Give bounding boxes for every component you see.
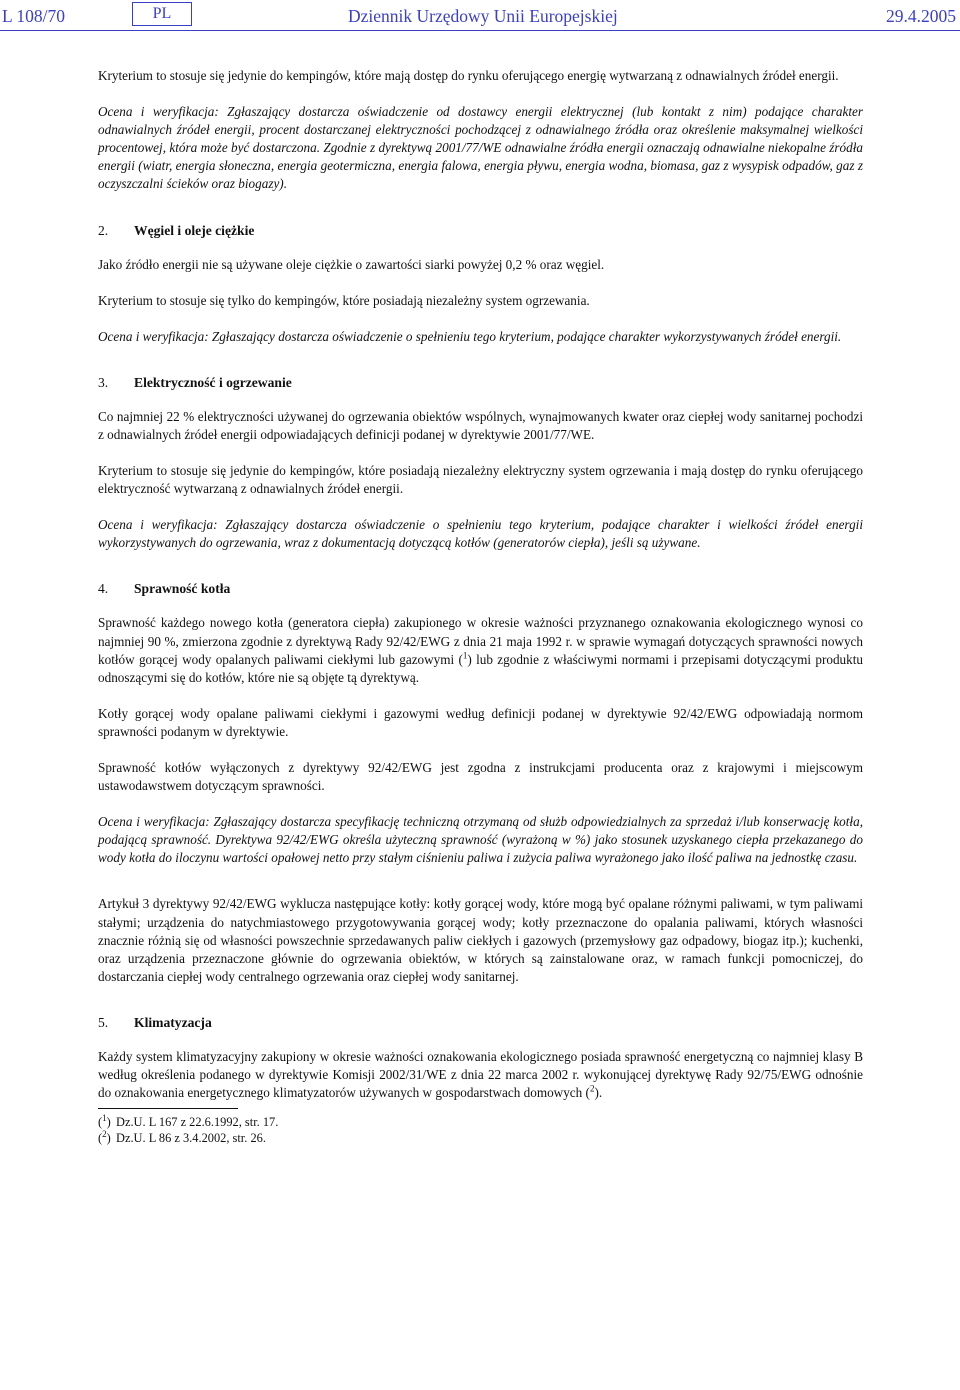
section-5-paragraph-1-text-end: ). <box>594 1085 603 1101</box>
footnote-marker-number: 1 <box>102 1113 107 1124</box>
section-4-paragraph-3: Sprawność kotłów wyłączonych z dyrektywy 92/42/EWG jest zgodna z instrukcjami producenta oraz z krajowymi i miejscowym ustawodawstwem dotyczącym sprawności. <box>98 759 863 794</box>
section-5-number: 5. <box>98 1014 109 1030</box>
journal-title: Dziennik Urzędowy Unii Europejskiej <box>348 6 618 26</box>
page-header <box>0 6 960 26</box>
section-4-heading <box>98 580 863 598</box>
footnote-ref-1: 1 <box>462 650 468 661</box>
footnote-text: Dz.U. L 86 z 3.4.2002, str. 26. <box>116 1131 266 1146</box>
document-body <box>98 67 863 1146</box>
section-2-paragraph-2: Kryterium to stosuje się tylko do kempingów, które posiadają niezależny system ogrzewania. <box>98 292 590 308</box>
page-reference: L 108/70 <box>2 6 66 26</box>
section-3-paragraph-2: Kryterium to stosuje się jedynie do kempingów, które posiadają niezależny elektryczny system ogrzewania i mają dostęp do rynku oferującego elektryczność wytwarzaną z odnawialnych źródeł energii. <box>98 463 863 497</box>
footnote-marker <box>98 1114 116 1130</box>
footnote <box>98 1130 863 1146</box>
section-5-paragraph-1 <box>98 1048 863 1102</box>
section-3-title: Elektryczność i ogrzewanie <box>134 374 292 390</box>
footnote-marker-close: ) <box>106 1115 111 1130</box>
section-4-paragraph-4: Artykuł 3 dyrektywy 92/42/EWG wyklucza następujące kotły: kotły gorącej wody, które mogą być opalane różnymi paliwami, w tym paliwami stałymi; urządzenia do natychmiastowego przygotowywania gorącej wody; kotły przeznaczone do opalania paliwami, których własności znacznie różnią się od własności powszechnie sprzedawanych paliw ciekłych i gazowych (przemysłowy gaz odpadowy, biogaz itp.); kuchenki, oraz urządzenia przeznaczone głównie do ogrzewania obiektów, w których są zainstalowane oraz, w ramach funkcji pomocniczej, do dostarczania ciepłej wody centralnego ogrzewania oraz ciepłej wody sanitarnej. <box>98 896 863 984</box>
section-3-heading <box>98 374 863 392</box>
language-badge: PL <box>132 2 192 26</box>
section-2-paragraph-1: Jako źródło energii nie są używane oleje ciężkie o zawartości siarki powyżej 0,2 % oraz węgiel. <box>98 256 605 272</box>
footnote-marker-number: 2 <box>102 1129 107 1140</box>
section-4-paragraph-1 <box>98 614 863 686</box>
footnote-ref-2: 2 <box>589 1083 595 1094</box>
section-2-heading <box>98 222 863 240</box>
footnote-text: Dz.U. L 167 z 22.6.1992, str. 17. <box>116 1115 279 1130</box>
footnote-marker <box>98 1130 116 1146</box>
footnote-marker-close: ) <box>106 1131 111 1146</box>
section-2-assessment: Ocena i weryfikacja: Zgłaszający dostarcza oświadczenie o spełnieniu tego kryterium, podające charakter wykorzystywanych źródeł energii. <box>98 328 842 344</box>
section-3-assessment: Ocena i weryfikacja: Zgłaszający dostarcza oświadczenie o spełnieniu tego kryterium, podające charakter i wielkości źródeł energii wykorzystywanych do ogrzewania, wraz z dokumentacją dotyczącą kotłów (generatorów ciepła), jeśli są używane. <box>98 517 863 551</box>
section-4-paragraph-1-text: Sprawność każdego nowego kotła (generatora ciepła) zakupionego w okresie ważności przyznanego oznakowania ekologicznego wynosi co najmniej 90 %, zmierzona zgodnie z dyrektywą Rady 92/42/EWG z dnia 21 maja 1992 r. w sprawie wymagań dotyczących sprawności nowych kotłów gorącej wody opalanych paliwami ciekłymi lub gazowymi ( <box>98 615 863 667</box>
section-4-number: 4. <box>98 581 109 597</box>
section-3-number: 3. <box>98 374 109 390</box>
section-4-title: Sprawność kotła <box>134 581 231 597</box>
footnote-marker-open: ( <box>98 1131 103 1146</box>
footnote-marker-open: ( <box>98 1115 103 1130</box>
section-5-heading <box>98 1014 863 1032</box>
publication-date: 29.4.2005 <box>886 6 956 26</box>
header-rule <box>0 30 960 31</box>
section-4-paragraph-2: Kotły gorącej wody opalane paliwami ciekłymi i gazowymi według definicji podanej w dyrektywie 92/42/EWG odpowiadają normom sprawności podanym w dyrektywie. <box>98 705 863 739</box>
section-5-title: Klimatyzacja <box>134 1014 212 1030</box>
section-2-number: 2. <box>98 222 109 238</box>
section-3-paragraph-1: Co najmniej 22 % elektryczności używanej do ogrzewania obiektów wspólnych, wynajmowanych kwater oraz ciepłej wody sanitarnej pochodzi z odnawialnych źródeł energii odpowiadających definicji podanej w dyrektywie 2001/77/WE. <box>98 408 863 442</box>
section-4-assessment: Ocena i weryfikacja: Zgłaszający dostarcza specyfikację techniczną otrzymaną od służb odpowiedzialnych za sprzedaż i/lub konserwację kotła, podającą sprawność. Dyrektywa 92/42/EWG określa użyteczną sprawność (wyrażoną w %) jako stosunek uzyskanego ciepła przekazanego do wody kotła do iloczynu wartości opałowej netto przy stałym ciśnieniu paliwa i zużycia paliwa wyrażonego jako ilość paliwa na jednostkę czasu. <box>98 814 863 866</box>
section-4-paragraph-1-text-end: ) lub zgodnie z właściwymi normami i przepisami dotyczącymi produktu odnoszącymi się do kotłów, które nie są objęte tą dyrektywą. <box>98 651 863 685</box>
footnote <box>98 1114 863 1130</box>
intro-assessment: Ocena i weryfikacja: Zgłaszający dostarcza oświadczenie od dostawcy energii elektrycznej (lub kontakt z nim) podające charakter odnawialnych źródeł energii, procent dostarczanej elektryczności pochodzącej z odnawialnego źródła oraz określenie maksymalnej wielkości procentowej, która może być dostarczona. Zgodnie z dyrektywą 2001/77/WE odnawialne źródła energii oznaczają odnawialne niekopalne źródła energii (wiatr, energia słoneczna, energia geotermiczna, energia falowa, energia pływu, energia wodna, biomasa, gaz z wysypisk odpadów, gaz z oczyszczalni ścieków oraz biogazy). <box>98 104 863 192</box>
section-2-title: Węgiel i oleje ciężkie <box>134 222 255 238</box>
footnote-rule <box>98 1108 238 1109</box>
intro-scope: Kryterium to stosuje się jedynie do kempingów, które mają dostęp do rynku oferującego energię wytwarzaną z odnawialnych źródeł energii. <box>98 68 839 83</box>
section-5-paragraph-1-text: Każdy system klimatyzacyjny zakupiony w okresie ważności oznakowania ekologicznego posiada sprawność energetyczną co najmniej klasy B według określenia podanego w dyrektywie Komisji 2002/31/WE z dnia 22 marca 2002 r. wykonującej dyrektywę Rady 92/75/EWG odnośnie do oznakowania energetycznego klimatyzatorów używanych w gospodarstwach domowych ( <box>98 1048 863 1101</box>
